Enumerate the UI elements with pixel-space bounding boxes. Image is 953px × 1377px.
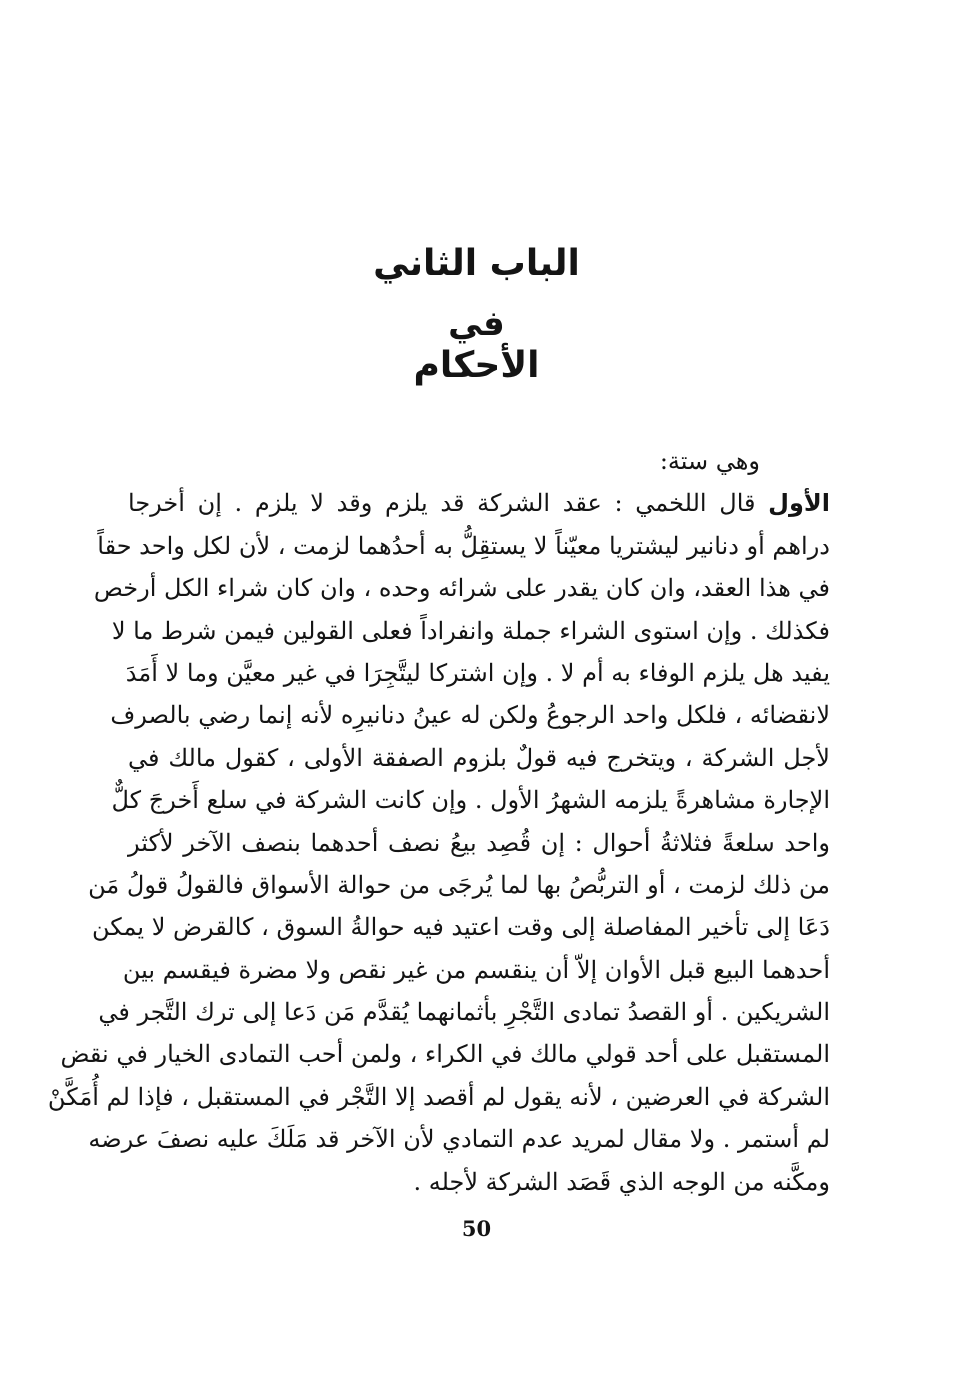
paragraph-line: الإجارة مشاهرةً يلزمه الشهرُ الأول . وإن كانت الشركة في سلع أَخرجَ كلٌّ [111, 786, 830, 815]
paragraph-line: في هذا العقد، وان كان يقدر على شرائه وحده ، وان كان شراء الكل أرخص [93, 574, 830, 603]
chapter-title: الباب الثاني [373, 243, 580, 284]
paragraph-line: لأجل الشركة ، ويتخرج فيه قولٌ بلزوم الصفقة الأولى ، كقول مالك في [128, 743, 830, 772]
paragraph-first-line [128, 482, 830, 524]
paragraph-line: دراهم أو دنانير ليشتريا معيّناً لا يستقِلُّ به أحدُهما لزمت ، لأن لكل واحد حقاً [97, 531, 830, 560]
paragraph-line: أحدهما البيع قبل الأوان إلاّ أن ينقسم من غير نقص ولا مضرة فيقسم بين [122, 955, 830, 984]
paragraph-first-line-text: قال اللخمي : عقد الشركة قد يلزم وقد لا يلزم . إن أخرجا [128, 489, 769, 518]
paragraph-line: من ذلك لزمت ، أو التربُّصُ بها لما يُرجَى من حوالة الأسواق فالقولُ قولُ مَن [88, 870, 830, 899]
paragraph-line: فكذلك . وإن استوى الشراء جملة وانفراداً فعلى القولين فيمن شرط ما لا [111, 616, 830, 645]
paragraph-line: يفيد هل يلزم الوفاء به أم لا . وإن اشتركا ليتَّجِرَا في غير معيَّن وما لا أَمَدَ [125, 658, 830, 687]
chapter-subject: الأحكام [413, 345, 540, 386]
body-text [47, 440, 830, 1203]
paragraph-lead-word: الأول [768, 489, 830, 518]
intro-line: وهي ستة: [659, 447, 760, 475]
paragraph-line: لم أستمر . ولا مقال لمريد عدم التمادي لأن الآخر قد مَلَكَ عليه نصفَ عرضه [88, 1125, 830, 1154]
page-number: 50 [461, 1216, 492, 1241]
paragraph-line: المستقبل على أحد قولي مالك في الكراء ، ولمن أحب التمادى الخيار في نقض [60, 1040, 830, 1069]
paragraph-line: الشركة في العرضين ، لأنه يقول لم أقصد إلا التَّجْر في المستقبل ، فإذا لم أُمَكَّنْ [47, 1082, 830, 1111]
paragraph-line: الشريكين . أو القصدُ تمادى التَّجْرِ بأثمانهما يُقدَّم مَن دَعا إلى ترك التَّجر في [98, 998, 830, 1027]
paragraph-line: واحد سلعةً فثلاثةُ أحوال : إن قُصِد بيعُ نصف أحدهما بنصف الآخر لأكثر [128, 828, 830, 857]
paragraph-last-line: ومكَّنه من الوجه الذي قَصَد الشركة لأجله . [413, 1167, 830, 1196]
chapter-title-connector: في [448, 304, 505, 344]
paragraph-line: دَعَا إلى تأخير المفاصلة إلى وقت اعتيد فيه حوالةُ السوق ، كالقرض لا يمكن [91, 913, 830, 942]
paragraph-line: لانقضائه ، فلكل واحد الرجوعُ ولكن له عينُ دنانيرِه لأنه إنما رضي بالصرف [110, 701, 830, 730]
